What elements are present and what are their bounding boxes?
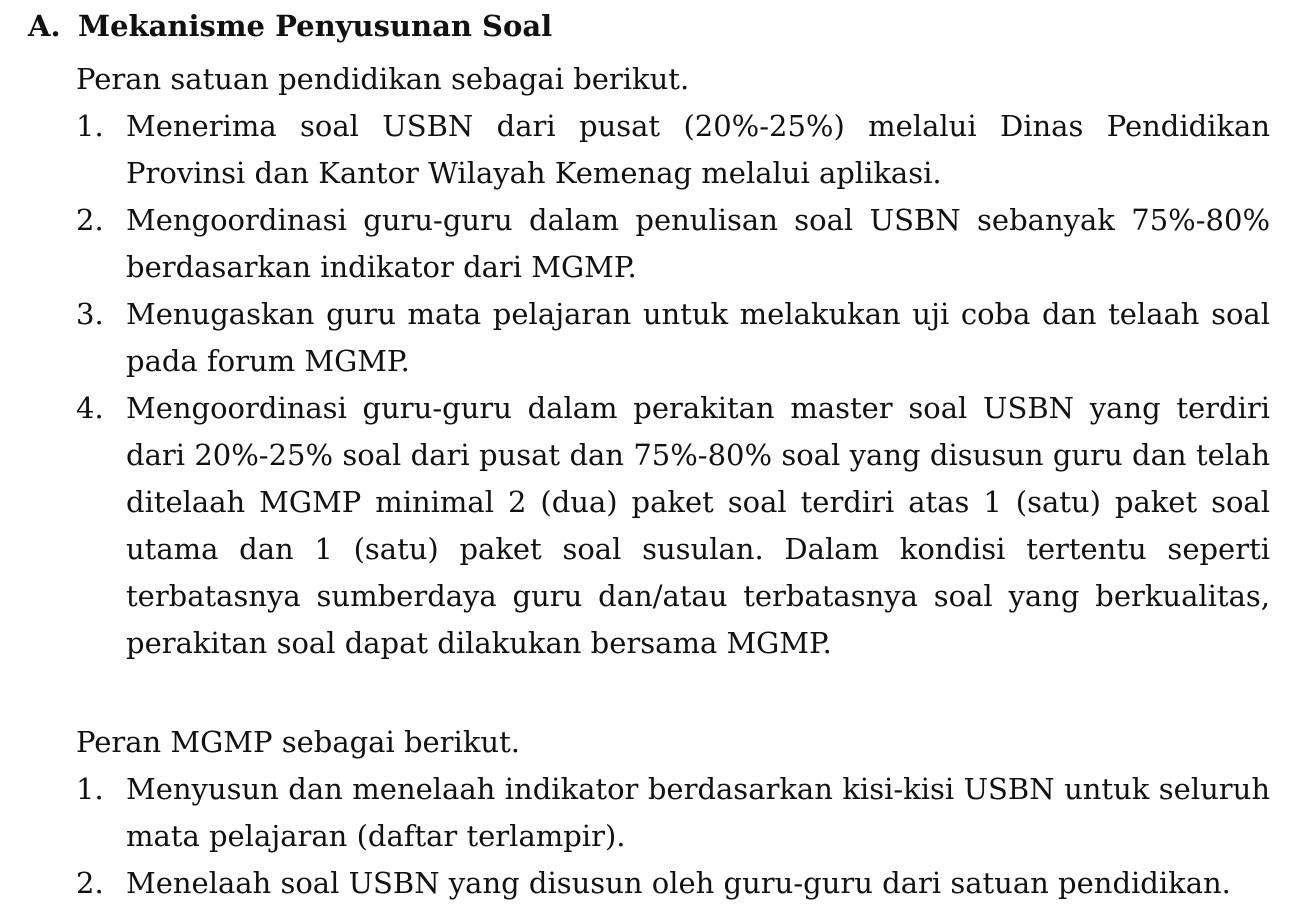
mgmp-intro: Peran MGMP sebagai berikut. xyxy=(76,725,520,759)
section-letter: A. xyxy=(28,9,61,43)
list-item xyxy=(76,197,1270,291)
list-item-text: Menyusun dan menelaah indikator berdasarkan kisi-kisi USBN untuk seluruh mata pelajaran (daftar terlampir). xyxy=(126,772,1270,853)
list-item-number: 2. xyxy=(76,866,104,900)
mgmp-list xyxy=(76,766,1270,907)
list-item xyxy=(76,103,1270,197)
section-title: Mekanisme Penyusunan Soal xyxy=(78,9,553,43)
list-item-text: Menerima soal USBN dari pusat (20%-25%) melalui Dinas Pendidikan Provinsi dan Kantor Wilayah Kemenag melalui aplikasi. xyxy=(126,109,1270,190)
list-item xyxy=(76,860,1270,907)
list-item-number: 1. xyxy=(76,772,104,806)
list-item-text: Menugaskan guru mata pelajaran untuk melakukan uji coba dan telaah soal pada forum MGMP. xyxy=(126,297,1270,378)
list-item xyxy=(76,291,1270,385)
list-item xyxy=(76,766,1270,860)
list-item xyxy=(76,385,1270,667)
list-item-number: 3. xyxy=(76,297,104,331)
list-item-number: 1. xyxy=(76,109,104,143)
satuan-pendidikan-intro: Peran satuan pendidikan sebagai berikut. xyxy=(76,62,690,96)
list-item-number: 4. xyxy=(76,391,104,425)
list-item-text: Mengoordinasi guru-guru dalam perakitan master soal USBN yang terdiri dari 20%-25% soal dari pusat dan 75%-80% soal yang disusun guru dan telah ditelaah MGMP minimal 2 (dua) paket soal terdiri atas 1 (satu) paket soal utama dan 1 (satu) paket soal susulan. Dalam kondisi tertentu seperti terbatasnya sumberdaya guru dan/atau terbatasnya soal yang berkualitas, perakitan soal dapat dilakukan bersama MGMP. xyxy=(126,391,1270,660)
list-item-text: Mengoordinasi guru-guru dalam penulisan soal USBN sebanyak 75%-80% berdasarkan indikator dari MGMP. xyxy=(126,203,1270,284)
section-heading xyxy=(28,4,552,48)
list-item-text: Menelaah soal USBN yang disusun oleh guru-guru dari satuan pendidikan. xyxy=(126,866,1231,900)
satuan-pendidikan-list xyxy=(76,103,1270,667)
list-item-number: 2. xyxy=(76,203,104,237)
